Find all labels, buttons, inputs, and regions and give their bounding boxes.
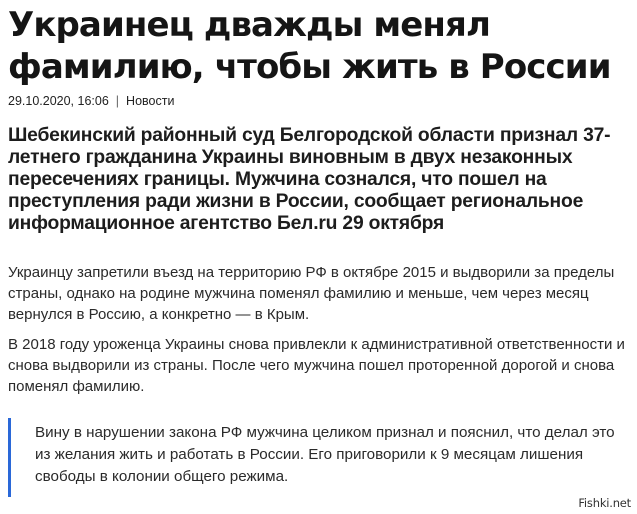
article-quote xyxy=(8,418,623,497)
article-title: Украинец дважды менял фамилию, чтобы жить в России xyxy=(8,5,611,87)
article-lead: Шебекинский районный суд Белгородской области признал 37-летнего гражданина Украины виновным в двух незаконных пересечениях границы. Мужчина сознался, что пошел на преступления ради жизни в России, сообщает региональное информационное агентство Бел.ru 29 октября xyxy=(8,125,611,234)
article-paragraph: Украинцу запретили въезд на территорию РФ в октябре 2015 и выдворили за пределы страны, однако на родине мужчина поменял фамилию и меньше, чем через месяц вернулся в Россию, а конкретно — в Крым. xyxy=(8,264,615,323)
category-link[interactable]: Новости xyxy=(126,94,175,108)
article-meta xyxy=(8,93,174,109)
meta-separator: | xyxy=(115,94,120,108)
site-watermark: Fishki.net xyxy=(578,496,631,510)
quote-text: Вину в нарушении закона РФ мужчина целиком признал и пояснил, что делал это из желания жить и работать в России. Его приговорили к 9 месяцам лишения свободы в колонии общего режима. xyxy=(35,424,615,485)
article-paragraph: В 2018 году уроженца Украины снова привлекли к административной ответственности и снова выдворили из страны. После чего мужчина пошел проторенной дорогой и снова поменял фамилию. xyxy=(8,336,625,395)
publish-date: 29.10.2020, 16:06 xyxy=(8,94,109,108)
